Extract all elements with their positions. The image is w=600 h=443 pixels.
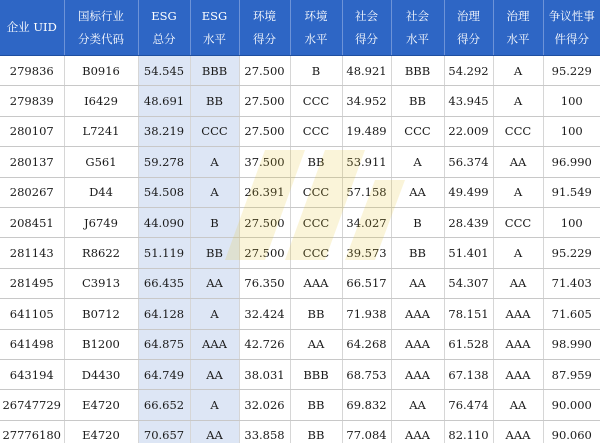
table-cell: BB xyxy=(290,147,342,177)
table-cell: 27.500 xyxy=(239,86,290,116)
table-cell: 27776180 xyxy=(0,420,64,443)
table-cell: AAA xyxy=(493,329,543,359)
table-cell: AA xyxy=(391,390,444,420)
table-row xyxy=(0,147,600,177)
table-cell: 34.952 xyxy=(342,86,391,116)
table-cell: BB xyxy=(391,238,444,268)
column-header-text: 环境 xyxy=(253,8,276,23)
table-cell: 43.945 xyxy=(444,86,493,116)
table-row xyxy=(0,390,600,420)
table-header-row xyxy=(0,0,600,56)
table-cell: I6429 xyxy=(64,86,138,116)
table-cell: BB xyxy=(190,86,239,116)
table-cell: E4720 xyxy=(64,390,138,420)
table-cell: 64.875 xyxy=(138,329,190,359)
table-cell: CCC xyxy=(290,86,342,116)
column-header-text: 社会 xyxy=(406,8,429,23)
table-cell: BBB xyxy=(190,56,239,86)
table-cell: 27.500 xyxy=(239,56,290,86)
table-cell: 48.921 xyxy=(342,56,391,86)
column-header-text: 水平 xyxy=(203,31,226,46)
table-cell: 280107 xyxy=(0,116,64,146)
table-cell: AAA xyxy=(391,359,444,389)
table-cell: 67.138 xyxy=(444,359,493,389)
table-cell: 34.027 xyxy=(342,207,391,237)
table-cell: 98.990 xyxy=(543,329,600,359)
table-cell: 76.350 xyxy=(239,268,290,298)
table-cell: B xyxy=(290,56,342,86)
table-cell: BB xyxy=(290,299,342,329)
table-cell: 281143 xyxy=(0,238,64,268)
table-cell: BB xyxy=(190,238,239,268)
table-cell: B0916 xyxy=(64,56,138,86)
table-cell: 51.119 xyxy=(138,238,190,268)
table-row xyxy=(0,116,600,146)
table-row xyxy=(0,359,600,389)
table-cell: CCC xyxy=(290,177,342,207)
table-cell: 54.307 xyxy=(444,268,493,298)
table-cell: CCC xyxy=(493,116,543,146)
table-cell: 27.500 xyxy=(239,238,290,268)
column-header-text: 分类代码 xyxy=(78,31,124,46)
column-header-text: 总分 xyxy=(152,31,176,46)
table-cell: 279839 xyxy=(0,86,64,116)
table-cell: 641105 xyxy=(0,299,64,329)
table-cell: 71.938 xyxy=(342,299,391,329)
table-cell: 32.026 xyxy=(239,390,290,420)
table-cell: 26747729 xyxy=(0,390,64,420)
table-cell: CCC xyxy=(493,207,543,237)
table-cell: 44.090 xyxy=(138,207,190,237)
table-row xyxy=(0,268,600,298)
column-header-text: ESG xyxy=(201,8,228,23)
table-cell: B1200 xyxy=(64,329,138,359)
table-cell: 64.128 xyxy=(138,299,190,329)
table-cell: J6749 xyxy=(64,207,138,237)
table-cell: 96.990 xyxy=(543,147,600,177)
table-cell: 77.084 xyxy=(342,420,391,443)
table-cell: AAA xyxy=(190,329,239,359)
table-cell: 59.278 xyxy=(138,147,190,177)
table-cell: A xyxy=(493,177,543,207)
table-row xyxy=(0,299,600,329)
table-body xyxy=(0,56,600,443)
table-cell: 68.753 xyxy=(342,359,391,389)
column-header-text: 得分 xyxy=(457,31,480,46)
table-cell: BB xyxy=(290,390,342,420)
table-cell: 71.403 xyxy=(543,268,600,298)
table-cell: 280137 xyxy=(0,147,64,177)
table-cell: C3913 xyxy=(64,268,138,298)
column-header-text: 件得分 xyxy=(554,31,589,46)
table-cell: BB xyxy=(391,86,444,116)
table-cell: CCC xyxy=(190,116,239,146)
table-row xyxy=(0,177,600,207)
column-header-text: 社会 xyxy=(355,8,378,23)
table-cell: B xyxy=(190,207,239,237)
table-cell: 27.500 xyxy=(239,207,290,237)
table-cell: BBB xyxy=(290,359,342,389)
table-cell: AAA xyxy=(391,329,444,359)
column-header xyxy=(342,0,391,56)
table-cell: 39.573 xyxy=(342,238,391,268)
column-header-text: 争议性事 xyxy=(548,8,595,23)
column-header-text: ESG xyxy=(151,8,177,23)
table-cell: 66.652 xyxy=(138,390,190,420)
table-cell: 100 xyxy=(543,86,600,116)
column-header-text: 治理 xyxy=(457,8,480,23)
table-row xyxy=(0,238,600,268)
table-cell: 56.374 xyxy=(444,147,493,177)
table-cell: AA xyxy=(190,420,239,443)
table-cell: 66.517 xyxy=(342,268,391,298)
table-cell: 95.229 xyxy=(543,56,600,86)
table-cell: AA xyxy=(391,268,444,298)
column-header-text: 水平 xyxy=(406,31,429,46)
table-cell: 26.391 xyxy=(239,177,290,207)
table-row xyxy=(0,86,600,116)
column-header-text: 得分 xyxy=(253,31,276,46)
table-cell: A xyxy=(493,238,543,268)
table-cell: CCC xyxy=(290,207,342,237)
table-cell: 280267 xyxy=(0,177,64,207)
column-header-text: 得分 xyxy=(355,31,378,46)
table-cell: 69.832 xyxy=(342,390,391,420)
table-cell: D44 xyxy=(64,177,138,207)
table-cell: A xyxy=(190,147,239,177)
table-cell: 48.691 xyxy=(138,86,190,116)
table-cell: 90.000 xyxy=(543,390,600,420)
column-header xyxy=(543,0,600,56)
table-cell: B0712 xyxy=(64,299,138,329)
column-header xyxy=(0,0,64,56)
table-cell: 54.292 xyxy=(444,56,493,86)
table-cell: 82.110 xyxy=(444,420,493,443)
column-header-text: 水平 xyxy=(304,31,328,46)
table-cell: 42.726 xyxy=(239,329,290,359)
table-cell: A xyxy=(493,56,543,86)
table-cell: A xyxy=(391,147,444,177)
table-cell: 27.500 xyxy=(239,116,290,146)
table-cell: G561 xyxy=(64,147,138,177)
table-cell: 37.500 xyxy=(239,147,290,177)
table-cell: BB xyxy=(290,420,342,443)
table-cell: AA xyxy=(290,329,342,359)
table-cell: 53.911 xyxy=(342,147,391,177)
table-cell: 64.749 xyxy=(138,359,190,389)
column-header xyxy=(493,0,543,56)
table-cell: 100 xyxy=(543,207,600,237)
table-cell: 91.549 xyxy=(543,177,600,207)
column-header xyxy=(138,0,190,56)
table-cell: 90.060 xyxy=(543,420,600,443)
column-header xyxy=(239,0,290,56)
table-row xyxy=(0,56,600,86)
table-cell: E4720 xyxy=(64,420,138,443)
table-cell: AAA xyxy=(290,268,342,298)
column-header-text: 水平 xyxy=(506,31,530,46)
table-cell: AAA xyxy=(391,299,444,329)
table-cell: 19.489 xyxy=(342,116,391,146)
table-cell: 22.009 xyxy=(444,116,493,146)
table-cell: 208451 xyxy=(0,207,64,237)
table-cell: A xyxy=(190,177,239,207)
table-cell: 71.605 xyxy=(543,299,600,329)
table-cell: AAA xyxy=(493,359,543,389)
table-cell: 33.858 xyxy=(239,420,290,443)
column-header xyxy=(290,0,342,56)
table-cell: AAA xyxy=(493,420,543,443)
table-cell: BBB xyxy=(391,56,444,86)
table-row xyxy=(0,207,600,237)
table-cell: CCC xyxy=(290,116,342,146)
table-cell: L7241 xyxy=(64,116,138,146)
table-cell: 61.528 xyxy=(444,329,493,359)
table-cell: 64.268 xyxy=(342,329,391,359)
table-cell: 38.219 xyxy=(138,116,190,146)
table-cell: AA xyxy=(493,268,543,298)
table-cell: 32.424 xyxy=(239,299,290,329)
table-cell: 66.435 xyxy=(138,268,190,298)
column-header-text: 治理 xyxy=(506,8,530,23)
column-header-text: 企业 UID xyxy=(6,20,57,34)
table-cell: 38.031 xyxy=(239,359,290,389)
table-cell: 78.151 xyxy=(444,299,493,329)
column-header xyxy=(444,0,493,56)
column-header-text: 环境 xyxy=(304,8,328,23)
column-header xyxy=(391,0,444,56)
table-cell: AAA xyxy=(391,420,444,443)
table-row xyxy=(0,420,600,443)
table-cell: B xyxy=(391,207,444,237)
table-cell: 28.439 xyxy=(444,207,493,237)
table-cell: 643194 xyxy=(0,359,64,389)
table-cell: AA xyxy=(190,268,239,298)
table-cell: A xyxy=(493,86,543,116)
table-cell: AA xyxy=(493,147,543,177)
table-cell: 100 xyxy=(543,116,600,146)
column-header xyxy=(64,0,138,56)
table-cell: AA xyxy=(391,177,444,207)
table-cell: A xyxy=(190,390,239,420)
table-cell: 281495 xyxy=(0,268,64,298)
table-cell: 54.545 xyxy=(138,56,190,86)
table-cell: AA xyxy=(190,359,239,389)
table-cell: AAA xyxy=(493,299,543,329)
table-cell: 57.158 xyxy=(342,177,391,207)
table-cell: 54.508 xyxy=(138,177,190,207)
table-cell: CCC xyxy=(391,116,444,146)
table-cell: 76.474 xyxy=(444,390,493,420)
table-cell: CCC xyxy=(290,238,342,268)
table-cell: 87.959 xyxy=(543,359,600,389)
table-cell: 641498 xyxy=(0,329,64,359)
table-cell: R8622 xyxy=(64,238,138,268)
table-cell: 70.657 xyxy=(138,420,190,443)
table-cell: 95.229 xyxy=(543,238,600,268)
column-header xyxy=(190,0,239,56)
table-cell: 279836 xyxy=(0,56,64,86)
table-cell: D4430 xyxy=(64,359,138,389)
table-cell: A xyxy=(190,299,239,329)
table-row xyxy=(0,329,600,359)
table-cell: 51.401 xyxy=(444,238,493,268)
table-cell: AA xyxy=(493,390,543,420)
table-cell: 49.499 xyxy=(444,177,493,207)
column-header-text: 国标行业 xyxy=(78,8,124,23)
